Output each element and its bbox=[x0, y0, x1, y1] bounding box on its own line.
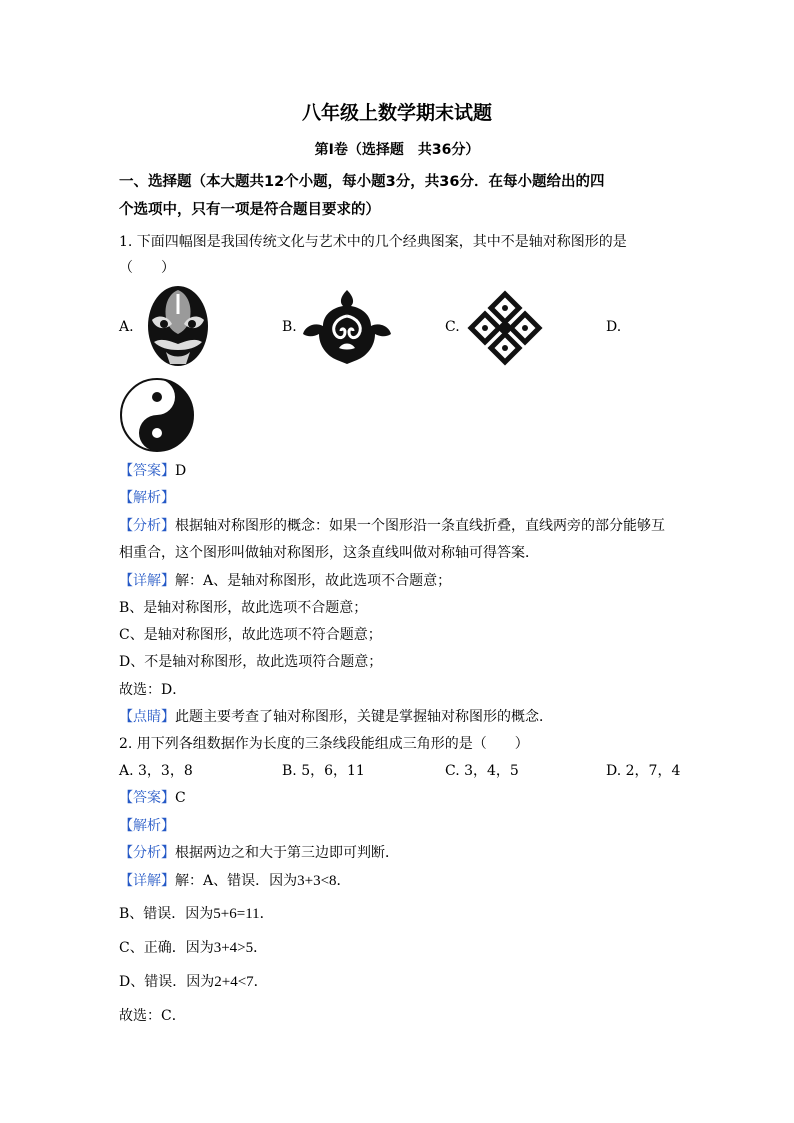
q1-detail-line: C、是轴对称图形，故此选项不符合题意； bbox=[119, 627, 382, 643]
q1-analysis-tag: 【解析】 bbox=[119, 490, 175, 506]
q2-detail-tag: 【详解】 bbox=[119, 873, 175, 889]
q1-paren: （ ） bbox=[119, 260, 175, 276]
peking-opera-mask-image bbox=[138, 284, 218, 369]
q2-conclusion: 故选：C． bbox=[119, 1008, 186, 1024]
q2-answer: C bbox=[175, 790, 186, 806]
q1-option-a-label: A. bbox=[119, 319, 134, 335]
q1-fenxi-tag: 【分析】 bbox=[119, 518, 175, 534]
q1-answer-tag: 【答案】 bbox=[119, 463, 175, 479]
q2-detail-c: C、正确．因为 bbox=[119, 940, 214, 956]
q2-option-b: B. 5，6，11 bbox=[282, 763, 365, 779]
q2-equation-a: 3+3<8 bbox=[297, 873, 337, 889]
q2-detail-a: 解：A、错误．因为 bbox=[175, 873, 298, 889]
q2-detail-d: D、错误．因为 bbox=[119, 974, 215, 990]
q1-answer: D bbox=[175, 463, 187, 479]
page-title: 八年级上数学期末试题 bbox=[301, 102, 492, 124]
q2-option-c: C. 3，4，5 bbox=[445, 763, 519, 779]
q2-fenxi-tag: 【分析】 bbox=[119, 845, 175, 861]
section-heading-line2: 个选项中，只有一项是符合题目要求的） bbox=[119, 202, 380, 218]
q1-option-d-label: D. bbox=[606, 319, 622, 335]
q1-stem: 1. 下面四幅图是我国传统文化与艺术中的几个经典图案，其中不是轴对称图形的是 bbox=[119, 234, 627, 250]
q1-option-c-label: C. bbox=[445, 319, 460, 335]
ornamental-pattern-image bbox=[301, 288, 393, 366]
q1-conclusion: 故选：D． bbox=[119, 682, 187, 698]
q1-detail-line: 解：A、是轴对称图形，故此选项不合题意； bbox=[175, 573, 452, 589]
q1-option-b-label: B. bbox=[282, 319, 297, 335]
q1-detail-line: D、不是轴对称图形，故此选项符合题意； bbox=[119, 654, 383, 670]
q2-period: ． bbox=[253, 974, 268, 990]
q2-period: ． bbox=[259, 906, 274, 922]
q2-equation-b: 5+6=11 bbox=[213, 906, 260, 922]
q1-fenxi-line2: 相重合，这个图形叫做轴对称图形，这条直线叫做对称轴可得答案． bbox=[119, 545, 539, 561]
q2-stem: 2. 用下列各组数据作为长度的三条线段能组成三角形的是（ ） bbox=[119, 736, 529, 752]
q2-period: ． bbox=[253, 940, 268, 956]
section-heading-line1: 一、选择题（本大题共12个小题，每小题3分，共36分．在每小题给出的四 bbox=[119, 174, 605, 190]
q2-option-d: D. 2，7，4 bbox=[606, 763, 681, 779]
q2-fenxi: 根据两边之和大于第三边即可判断． bbox=[175, 845, 399, 861]
q1-comment-tag: 【点睛】 bbox=[119, 709, 175, 725]
q2-detail-b: B、错误．因为 bbox=[119, 906, 214, 922]
section-subtitle: 第Ⅰ卷（选择题 共36分） bbox=[314, 142, 480, 158]
q2-analysis-tag: 【解析】 bbox=[119, 818, 175, 834]
auspicious-cloud-knot-image bbox=[465, 290, 545, 366]
q2-answer-tag: 【答案】 bbox=[119, 790, 175, 806]
q1-comment: 此题主要考查了轴对称图形，关键是掌握轴对称图形的概念． bbox=[175, 709, 553, 725]
q1-detail-tag: 【详解】 bbox=[119, 573, 175, 589]
q2-equation-d: 2+4<7 bbox=[214, 974, 254, 990]
q2-equation-c: 3+4>5 bbox=[213, 940, 254, 956]
yin-yang-taiji-image bbox=[119, 377, 195, 453]
q1-fenxi-line1: 根据轴对称图形的概念：如果一个图形沿一条直线折叠，直线两旁的部分能够互 bbox=[175, 518, 665, 534]
q1-detail-line: B、是轴对称图形，故此选项不合题意； bbox=[119, 600, 368, 616]
q2-option-a: A. 3，3，8 bbox=[119, 763, 193, 779]
q2-period: ． bbox=[336, 873, 351, 889]
